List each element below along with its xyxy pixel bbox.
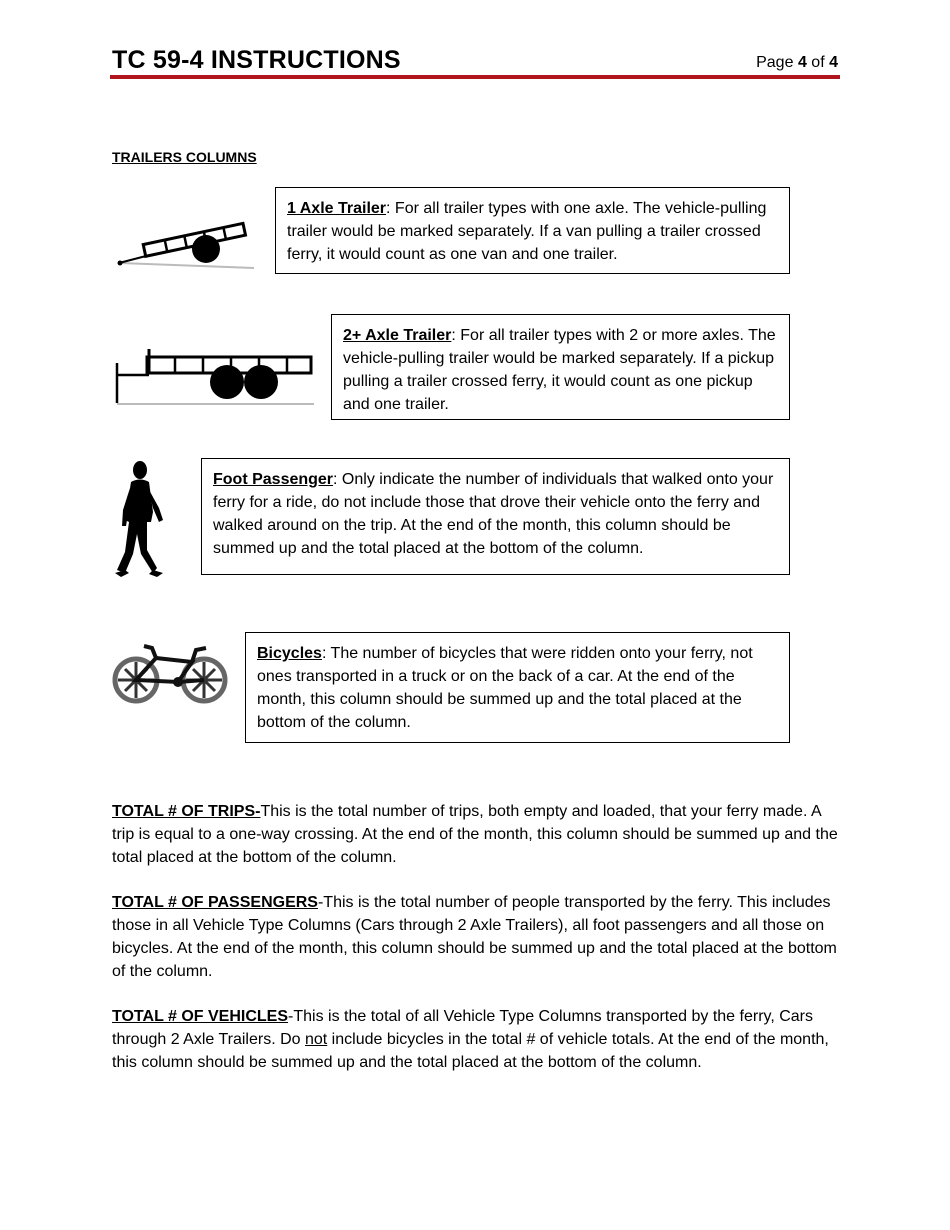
page-of: of <box>811 54 825 71</box>
bicycle-icon <box>112 638 228 706</box>
page-current: 4 <box>797 54 807 71</box>
item-text: : For all trailer types with one axle. The vehicle-pulling trailer would be marked separately. If a van pulling a trailer crossed ferry, it would count as one van and one trailer. <box>287 200 767 263</box>
page-title: TC 59-4 INSTRUCTIONS <box>112 46 401 74</box>
header-rule <box>110 75 840 79</box>
item-text: : Only indicate the number of individuals that walked onto your ferry for a ride, do not include those that drove their vehicle onto the ferry and walked around on the trip. At the end of the month, this column should be summed up and the total placed at the bottom of the column. <box>213 471 774 557</box>
total-vehicles-text-after: include bicycles in the total # of vehicle totals. At the end of the month, this column should be summed up and the total placed at the bottom of the column. <box>112 1031 829 1071</box>
total-vehicles-paragraph <box>112 1005 842 1074</box>
item-term: Bicycles <box>257 645 322 662</box>
total-trips-term: TOTAL # OF TRIPS- <box>112 803 261 820</box>
section-title: TRAILERS COLUMNS <box>112 149 257 165</box>
page-total: 4 <box>829 54 838 71</box>
total-vehicles-term: TOTAL # OF VEHICLES <box>112 1008 289 1025</box>
item-term: 2+ Axle Trailer <box>343 327 452 344</box>
item-box-bicycles <box>245 632 790 743</box>
total-vehicles-emphasis: not <box>304 1031 328 1048</box>
total-passengers-term: TOTAL # OF PASSENGERS <box>112 894 318 911</box>
item-box-foot-passenger <box>201 458 790 575</box>
page-number <box>756 54 838 72</box>
page-label: Page <box>756 54 794 71</box>
item-text: : The number of bicycles that were ridden onto your ferry, not ones transported in a truck or on the back of a car. At the end of the month, this column should be summed up and the total placed at the bottom of the column. <box>257 645 753 731</box>
single-axle-trailer-icon <box>114 208 259 274</box>
total-passengers-paragraph <box>112 891 842 983</box>
item-text: : For all trailer types with 2 or more axles. The vehicle-pulling trailer would be marked separately. If a pickup pulling a trailer crossed ferry, it would count as one pickup and one trailer. <box>343 327 776 413</box>
total-passengers-text: -This is the total number of people transported by the ferry. This includes those in all Vehicle Type Columns (Cars through 2 Axle Trailers), all foot passengers and all those on bicycles. At the end of the month, this column should be summed up and the total placed at the bottom of the column. <box>112 894 837 980</box>
item-box-double-axle-trailer <box>331 314 790 420</box>
total-trips-paragraph <box>112 800 842 869</box>
total-trips-text: This is the total number of trips, both empty and loaded, that your ferry made. A trip is equal to a one-way crossing. At the end of the month, this column should be summed up and the total placed at the bottom of the column. <box>112 803 838 866</box>
walking-person-icon <box>113 460 167 578</box>
item-box-single-axle-trailer <box>275 187 790 274</box>
item-term: Foot Passenger <box>213 471 334 488</box>
double-axle-trailer-icon <box>114 345 319 409</box>
item-term: 1 Axle Trailer <box>287 200 387 217</box>
total-vehicles-text: -This is the total of all Vehicle Type Columns transported by the ferry, Cars through 2 Axle Trailers. Do <box>112 1008 814 1048</box>
